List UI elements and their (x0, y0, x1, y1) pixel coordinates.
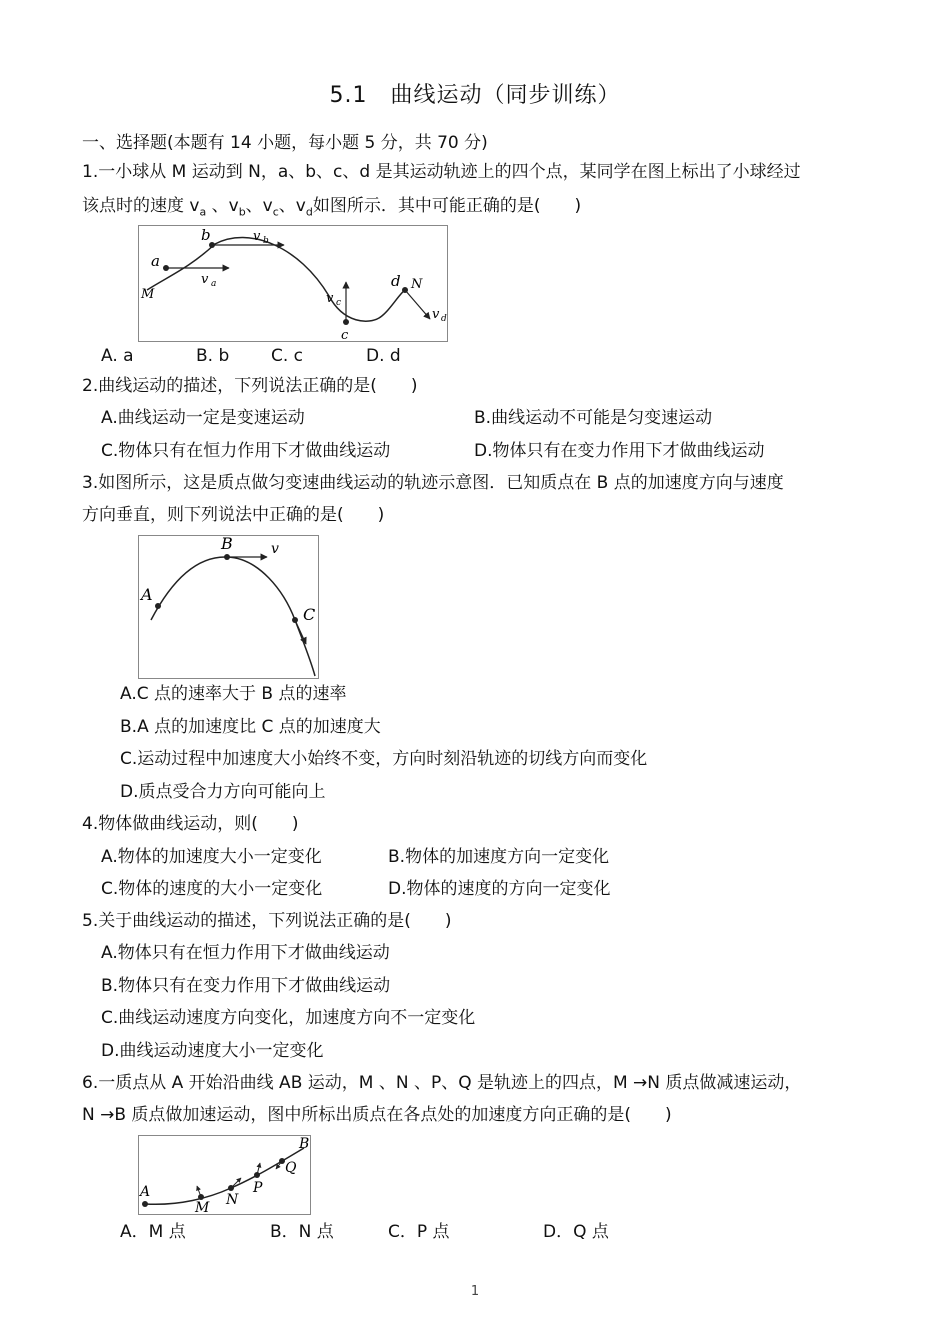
q3-label-C: C (303, 605, 316, 624)
q6-label-A: A (140, 1184, 151, 1200)
q6-label-Q: Q (285, 1160, 297, 1176)
q6-label-P: P (253, 1180, 263, 1196)
q1-label-c: c (341, 328, 349, 341)
q2-option-b[interactable]: B.曲线运动不可能是匀变速运动 (474, 408, 713, 428)
q1-option-a[interactable]: A. a (101, 346, 134, 366)
q6-label-N: N (226, 1192, 239, 1208)
q1-label-va-sub: a (211, 279, 217, 289)
q1-option-d[interactable]: D. d (366, 346, 401, 366)
q3-option-c[interactable]: C.运动过程中加速度大小始终不变，方向时刻沿轨迹的切线方向而变化 (120, 749, 648, 769)
q3-stem-line2: 方向垂直，则下列说法中正确的是( ) (82, 505, 385, 525)
q1-stem-line1: 1.一小球从 M 运动到 N，a、b、c、d 是其运动轨迹上的四个点，某同学在图上标出了小球经过 (82, 162, 801, 182)
q1-label-M: M (141, 287, 155, 302)
q4-option-a[interactable]: A.物体的加速度大小一定变化 (101, 847, 322, 867)
q1-label-vb-sub: b (263, 236, 269, 246)
q1-option-c[interactable]: C. c (271, 346, 304, 366)
q6-option-b[interactable]: B．N 点 (270, 1222, 334, 1242)
q6-label-M: M (195, 1200, 210, 1214)
q6-stem-line1: 6.一质点从 A 开始沿曲线 AB 运动，M 、N 、P、Q 是轨迹上的四点，M →N 质点做减速运动， (82, 1073, 802, 1093)
q3-figure (138, 535, 319, 679)
q1-option-b[interactable]: B. b (196, 346, 230, 366)
q3-label-B: B (221, 536, 233, 553)
q3-option-d[interactable]: D.质点受合力方向可能向上 (120, 782, 326, 802)
q6-figure (138, 1135, 311, 1215)
q3-stem-line1: 3.如图所示，这是质点做匀变速曲线运动的轨迹示意图．已知质点在 B 点的加速度方向与速度 (82, 473, 784, 493)
q3-trajectory (151, 557, 315, 676)
q6-point-A (142, 1201, 148, 1207)
q1-trajectory (147, 237, 405, 321)
q6-option-c[interactable]: C．P 点 (388, 1222, 450, 1242)
q1-label-N: N (411, 277, 423, 292)
q5-option-b[interactable]: B.物体只有在变力作用下才做曲线运动 (101, 976, 391, 996)
section-heading: 一、选择题(本题有 14 小题，每小题 5 分，共 70 分) (82, 133, 488, 153)
q6-option-d[interactable]: D．Q 点 (543, 1222, 609, 1242)
q1-label-d: d (391, 272, 401, 290)
q1-label-vc-sub: c (336, 298, 342, 308)
page-title: 5.1 曲线运动（同步训练） (329, 83, 621, 108)
q1-label-b: b (201, 226, 211, 244)
q2-option-d[interactable]: D.物体只有在变力作用下才做曲线运动 (474, 441, 765, 461)
q1-stem-line2: 该点时的速度 $v_a$ 、$v_b$、$v_c$、$v_d$如图所示．其中可能正确的是( ) (82, 196, 582, 219)
q2-stem: 2.曲线运动的描述，下列说法正确的是( ) (82, 376, 418, 396)
q1-figure (138, 225, 448, 342)
q2-option-c[interactable]: C.物体只有在恒力作用下才做曲线运动 (101, 441, 391, 461)
q1-label-vc: v (326, 291, 334, 306)
q5-stem: 5.关于曲线运动的描述，下列说法正确的是( ) (82, 911, 452, 931)
q6-trajectory (145, 1148, 304, 1204)
q5-option-c[interactable]: C.曲线运动速度方向变化，加速度方向不一定变化 (101, 1008, 476, 1028)
q1-arrow-vd (405, 290, 430, 319)
q6-label-B: B (299, 1136, 310, 1152)
q4-option-c[interactable]: C.物体的速度的大小一定变化 (101, 879, 323, 899)
q4-stem: 4.物体做曲线运动，则( ) (82, 814, 299, 834)
q2-option-a[interactable]: A.曲线运动一定是变速运动 (101, 408, 305, 428)
q6-stem-line2: N →B 质点做加速运动，图中所标出质点在各点处的加速度方向正确的是( ) (82, 1105, 672, 1125)
q3-option-b[interactable]: B.A 点的加速度比 C 点的加速度大 (120, 717, 381, 737)
q4-option-d[interactable]: D.物体的速度的方向一定变化 (388, 879, 611, 899)
q1-label-vb: v (253, 229, 261, 244)
q3-point-A (155, 603, 161, 609)
q6-option-a[interactable]: A．M 点 (120, 1222, 186, 1242)
q3-label-v: v (271, 541, 279, 557)
q1-label-a: a (151, 252, 160, 270)
page-number: 1 (470, 1284, 480, 1299)
q3-option-a[interactable]: A.C 点的速率大于 B 点的速率 (120, 684, 347, 704)
q1-label-vd-sub: d (441, 314, 447, 324)
q4-option-b[interactable]: B.物体的加速度方向一定变化 (388, 847, 610, 867)
q5-option-d[interactable]: D.曲线运动速度大小一定变化 (101, 1041, 324, 1061)
q5-option-a[interactable]: A.物体只有在恒力作用下才做曲线运动 (101, 943, 390, 963)
q3-label-A: A (141, 585, 153, 604)
q1-label-vd: v (432, 307, 440, 322)
q1-label-va: v (201, 272, 209, 287)
